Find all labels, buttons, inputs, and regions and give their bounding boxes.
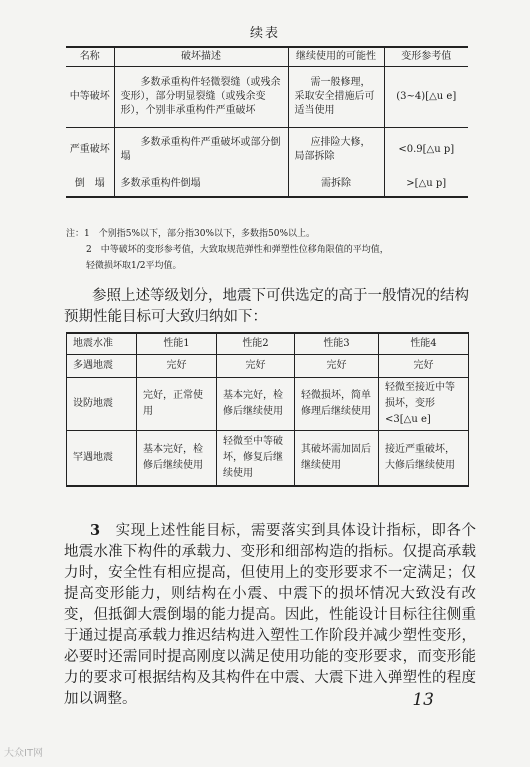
header-cell: 地震水准 (67, 333, 137, 355)
table-header-row (66, 47, 468, 67)
grade-name: 倒 塌 (66, 172, 114, 197)
table-row (66, 67, 468, 128)
table-row (67, 355, 469, 378)
grade-deformation-ref: (3~4)[△u e] (384, 67, 468, 128)
page-number: 13 (412, 690, 434, 710)
performance-cell: 基本完好，检修后继续使用 (137, 431, 217, 487)
table-header-row (67, 333, 469, 355)
performance-cell: 轻微损坏，简单修理后继续使用 (295, 378, 379, 431)
header-cell: 性能1 (137, 333, 217, 355)
performance-cell: 轻微至中等破坏，修复后继续使用 (217, 431, 295, 487)
grade-description: 多数承重构件倒塌 (114, 172, 288, 197)
grade-deformation-ref: <0.9[△u p] (398, 144, 455, 155)
earthquake-level: 设防地震 (67, 378, 137, 431)
intro-paragraph: 参照上述等级划分，地震下可供选定的高于一般情况的结构预期性能目标可大致归纳如下： (64, 288, 469, 325)
grade-usability: 需拆除 (288, 172, 384, 197)
grade-usability: 应排险大修，局部拆除 (288, 128, 384, 173)
header-cell: 变形参考值 (384, 47, 468, 67)
performance-cell: 完好，正常使用 (137, 378, 217, 431)
paragraph-number: 3 (90, 522, 101, 539)
grade-description: 多数承重构件严重破坏或部分倒塌 (114, 128, 288, 173)
table-notes (66, 226, 476, 274)
performance-cell: 完好 (217, 355, 295, 378)
note-line: 2 中等破坏的变形参考值，大致取规范弹性和弹塑性位移角限值的平均值， (86, 245, 389, 255)
header-cell: 性能3 (295, 333, 379, 355)
table-row (66, 128, 468, 173)
performance-target-table (66, 332, 469, 487)
table-row (66, 172, 468, 197)
performance-cell: 接近严重破坏，大修后继续使用 (379, 431, 469, 487)
performance-cell: 完好 (295, 355, 379, 378)
performance-cell: 轻微至接近中等损坏，变形<3[△u e] (379, 378, 469, 431)
watermark: 大众IT网 (4, 748, 44, 759)
note-line: 轻微损坏取1/2平均值。 (86, 261, 182, 271)
performance-cell: 完好 (379, 355, 469, 378)
grade-name: 中等破坏 (66, 67, 114, 128)
header-cell: 继续使用的可能性 (288, 47, 384, 67)
grade-deformation-ref: >[△u p] (384, 172, 468, 197)
earthquake-level: 多遇地震 (67, 355, 137, 378)
performance-cell: 基本完好，检修后继续使用 (217, 378, 295, 431)
body-paragraph (64, 520, 476, 710)
grade-name: 严重破坏 (66, 128, 114, 173)
earthquake-level: 罕遇地震 (67, 431, 137, 487)
performance-cell: 完好 (137, 355, 217, 378)
performance-cell: 其破坏需加固后继续使用 (295, 431, 379, 487)
table-row (67, 431, 469, 487)
table-caption: 续表 (249, 26, 280, 41)
header-cell: 破坏描述 (114, 47, 288, 67)
damage-grade-table (66, 46, 468, 198)
grade-usability: 需一般修理，采取安全措施后可适当使用 (288, 67, 384, 128)
grade-description: 多数承重构件轻微裂缝（或残余变形），部分明显裂缝（或残余变形），个别非承重构件严重破坏 (114, 67, 288, 128)
header-cell: 性能2 (217, 333, 295, 355)
paragraph-text: 实现上述性能目标，需要落实到具体设计指标，即各个地震水准下构件的承载力、变形和细部构造的指标。仅提高承载力时，安全性有相应提高，但使用上的变形要求不一定满足；仅提高变形能力，则结构在小震、中震下的损坏情况大致没有改变，但抵御大震倒塌的能力提高。因此，性能设计目标往往侧重于通过提高承载力推迟结构进入塑性工作阶段并减少塑性变形，必要时还需同时提高刚度以满足使用功能的变形要求，而变形能力的要求可根据结构及其构件在中震、大震下进入弹塑性的程度加以调整。 (64, 523, 477, 707)
table-row (67, 378, 469, 431)
header-cell: 性能4 (379, 333, 469, 355)
header-cell: 名称 (66, 47, 114, 67)
note-line: 注：1 个别指5%以下，部分指30%以下，多数指50%以上。 (66, 229, 316, 239)
